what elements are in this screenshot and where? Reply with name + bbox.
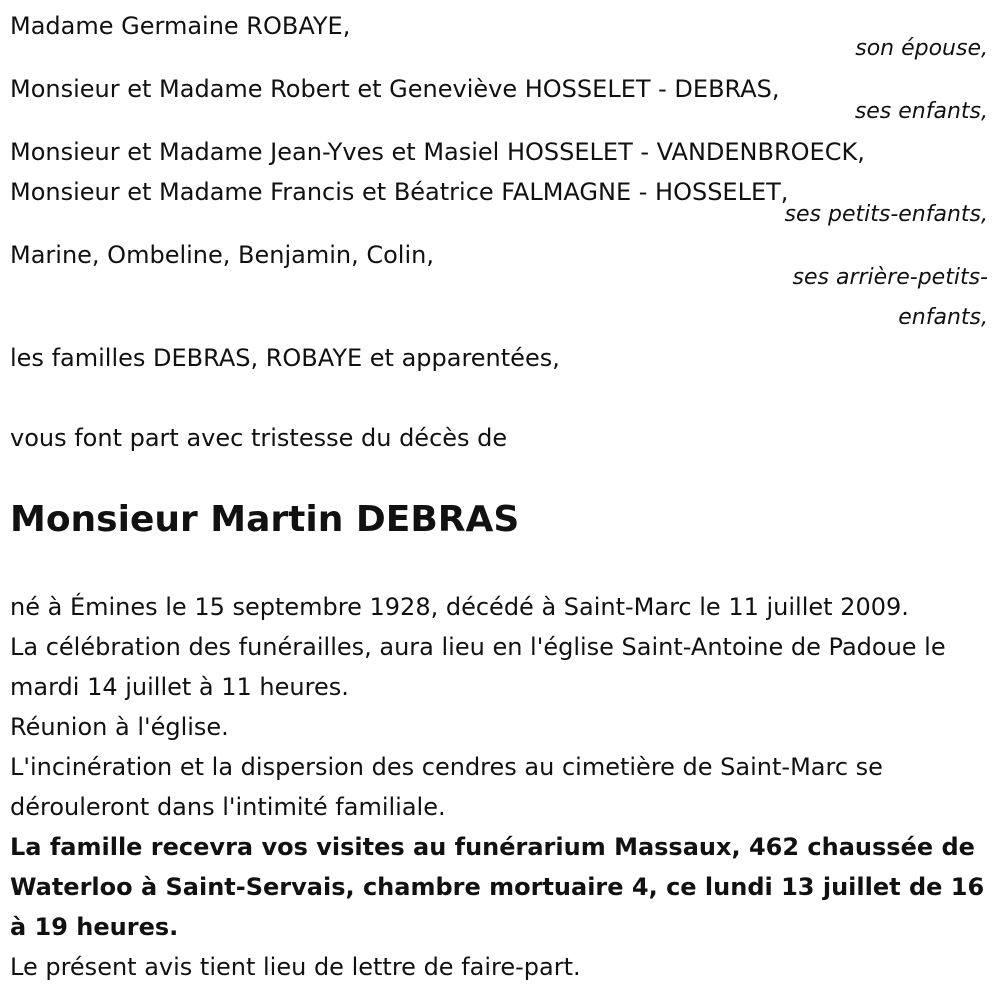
wife-name: Madame Germaine ROBAYE, <box>10 12 351 40</box>
great-grandchildren-role-line-2: enfants, <box>898 305 988 330</box>
announcement-text: vous font part avec tristesse du décès de <box>10 424 508 452</box>
meeting-info: Réunion à l'église. <box>10 713 229 741</box>
cremation-info: L'incinération et la dispersion des cendres au cimetière de Saint-Marc se dérouleront dans l'intimité familiale. <box>10 753 883 821</box>
grandchild-couple-2: Monsieur et Madame Francis et Béatrice FALMAGNE - HOSSELET, <box>10 178 789 206</box>
grandchild-couple-1: Monsieur et Madame Jean-Yves et Masiel HOSSELET - VANDENBROECK, <box>10 138 865 166</box>
deceased-name: Monsieur Martin DEBRAS <box>10 499 520 540</box>
great-grandchildren: Marine, Ombeline, Benjamin, Colin, <box>10 241 434 269</box>
funeral-details <box>10 587 992 987</box>
wife-role: son épouse, <box>855 36 988 61</box>
grandchildren-role: ses petits-enfants, <box>784 202 988 227</box>
funeral-info: La célébration des funérailles, aura lieu en l'église Saint-Antoine de Padoue le mardi 14 juillet à 11 heures. <box>10 633 946 701</box>
notice-info: Le présent avis tient lieu de lettre de faire-part. <box>10 953 581 981</box>
extended-families: les familles DEBRAS, ROBAYE et apparentées, <box>10 344 560 372</box>
great-grandchildren-role-line-1: ses arrière-petits- <box>792 265 988 290</box>
child-couple: Monsieur et Madame Robert et Geneviève HOSSELET - DEBRAS, <box>10 75 780 103</box>
children-role: ses enfants, <box>854 99 988 124</box>
visitation-info: La famille recevra vos visites au funérarium Massaux, 462 chaussée de Waterloo à Saint-Servais, chambre mortuaire 4, ce lundi 13 juillet de 16 à 19 heures. <box>10 833 985 941</box>
birth-death-info: né à Émines le 15 septembre 1928, décédé à Saint-Marc le 11 juillet 2009. <box>10 593 909 621</box>
